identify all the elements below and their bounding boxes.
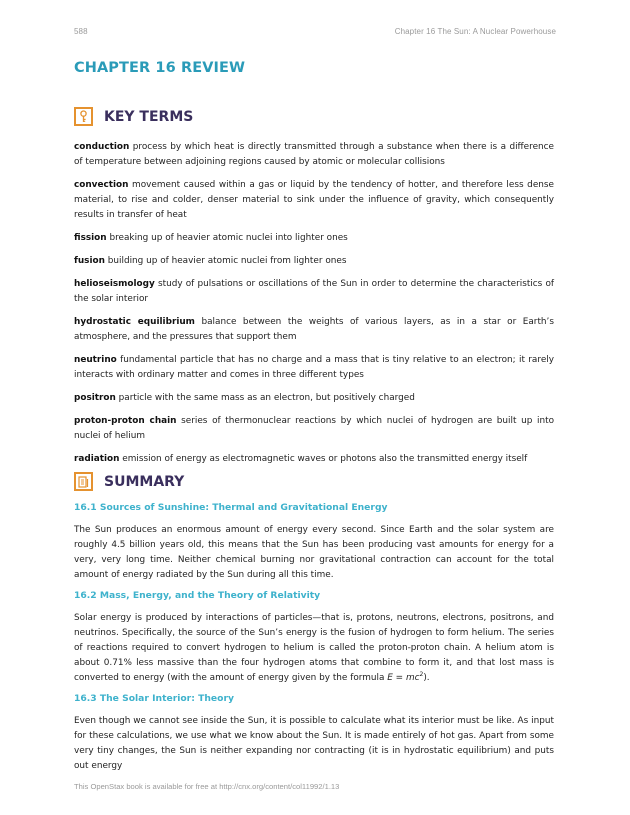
document-icon (74, 472, 93, 491)
page-footer: This OpenStax book is available for free at http://cnx.org/content/col11992/1.13 (74, 782, 340, 791)
term-entry (74, 353, 554, 383)
term-definition: building up of heavier atomic nuclei from lighter ones (107, 256, 347, 266)
term-entry (74, 277, 554, 307)
term-name: fission (74, 233, 107, 243)
term-name: positron (74, 393, 116, 403)
term-name: fusion (74, 256, 105, 266)
term-entry (74, 254, 554, 269)
term-definition: study of pulsations or oscillations of the Sun in order to determine the characteristics of the solar interior (74, 279, 555, 304)
summary-subheading: 16.1 Sources of Sunshine: Thermal and Gravitational Energy (74, 502, 388, 513)
term-entry (74, 140, 554, 170)
key-terms-heading (74, 107, 193, 126)
term-entry (74, 414, 554, 444)
summary-paragraph: The Sun produces an enormous amount of energy every second. Since Earth and the solar system are roughly 4.5 billion years old, this means that the Sun has been producing vast amounts for energy for a very, very long time. Neither chemical burning nor gravitational contraction can account for the total amount of energy radiated by the Sun during all this time. (74, 525, 554, 580)
term-name: conduction (74, 142, 130, 152)
term-definition: balance between the weights of various layers, as in a star or Earth’s atmosphere, and the pressures that support them (74, 317, 555, 342)
formula-end: ). (423, 673, 430, 683)
term-name: neutrino (74, 355, 117, 365)
running-header: Chapter 16 The Sun: A Nuclear Powerhouse (394, 27, 556, 36)
term-definition: particle with the same mass as an electron, but positively charged (118, 393, 415, 403)
summary-subheading: 16.3 The Solar Interior: Theory (74, 693, 234, 704)
summary-body (74, 501, 554, 780)
term-definition: movement caused within a gas or liquid by the tendency of hotter, and therefore less dense material, to rise and colder, denser material to sink under the influence of gravity, which consequently results in transfer of heat (74, 180, 554, 220)
term-entry (74, 231, 554, 246)
formula-e: E (387, 673, 393, 683)
summary-title: SUMMARY (104, 473, 185, 490)
chapter-title: CHAPTER 16 REVIEW (74, 60, 246, 76)
summary-subheading: 16.2 Mass, Energy, and the Theory of Relativity (74, 590, 321, 601)
summary-paragraph: Even though we cannot see inside the Sun, it is possible to calculate what its interior must be like. As input for these calculations, we use what we know about the Sun. It is made entirely of hot gas. Apart from some very tiny changes, the Sun is neither expanding nor contracting (it is in hydrostatic equilibrium) and puts out energy (74, 716, 554, 771)
summary-paragraph (74, 611, 554, 686)
summary-text: Solar energy is produced by interactions of particles—that is, protons, neutrons, electrons, positrons, and neutrinos. Specifically, the source of the Sun’s energy is the fusion of hydrogen to form helium. The series of reactions required to convert hydrogen to helium is called the proton-proton chain. A helium atom is about 0.71% less massive than the four hydrogen atoms that combine to form it, and that lost mass is converted to energy (with the amount of energy given by the formula (74, 613, 554, 683)
term-entry (74, 391, 554, 406)
term-definition: process by which heat is directly transmitted through a substance when there is a difference of temperature between adjoining regions caused by atomic or molecular collisions (74, 142, 554, 167)
summary-heading (74, 472, 184, 491)
term-name: convection (74, 180, 129, 190)
term-name: hydrostatic equilibrium (74, 317, 195, 327)
term-entry (74, 452, 554, 467)
term-definition: emission of energy as electromagnetic waves or photons also the transmitted energy itself (122, 454, 528, 464)
formula-equals: = (392, 673, 406, 683)
formula-exponent: 2 (419, 671, 424, 678)
term-definition: breaking up of heavier atomic nuclei into lighter ones (109, 233, 348, 243)
term-entry (74, 315, 554, 345)
page-number: 588 (74, 27, 88, 36)
term-name: radiation (74, 454, 120, 464)
term-definition: fundamental particle that has no charge and a mass that is tiny relative to an electron; it rarely interacts with ordinary matter and comes in three different types (74, 355, 554, 380)
term-entry (74, 178, 554, 223)
term-definition: series of thermonuclear reactions by which nuclei of hydrogen are built up into nuclei of helium (74, 416, 555, 441)
key-terms-title: KEY TERMS (104, 108, 194, 125)
term-name: proton-proton chain (74, 416, 177, 426)
term-name: helioseismology (74, 279, 155, 289)
key-terms-list (74, 140, 554, 475)
key-icon (74, 107, 93, 126)
formula-mc: mc (405, 673, 420, 683)
